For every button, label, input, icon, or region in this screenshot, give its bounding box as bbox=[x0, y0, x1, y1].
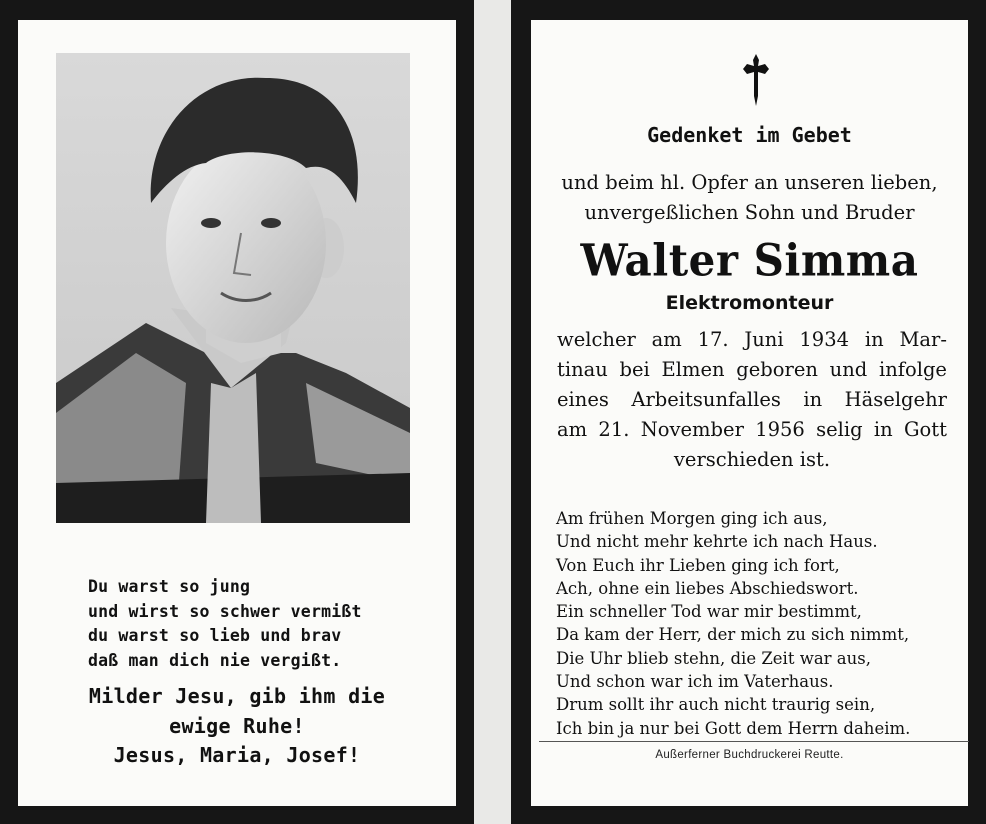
bio-word: bei bbox=[619, 358, 650, 381]
bio-word: am bbox=[651, 328, 682, 351]
prayer-line: Jesus, Maria, Josef! bbox=[113, 743, 361, 767]
verse-line: Und nicht mehr kehrte ich nach Haus. bbox=[556, 532, 878, 552]
bio-line bbox=[557, 445, 947, 475]
card-paper bbox=[18, 20, 456, 806]
bio-word: verschieden ist. bbox=[673, 448, 831, 471]
biography bbox=[557, 325, 947, 475]
bio-word: in bbox=[873, 418, 893, 441]
bio-word: Arbeitsunfalles bbox=[631, 388, 781, 411]
bio-line bbox=[557, 355, 947, 385]
cross-icon bbox=[741, 52, 771, 112]
poem-line: und wirst so schwer vermißt bbox=[88, 601, 362, 621]
bio-line bbox=[557, 415, 947, 445]
bio-word: Häselgehr bbox=[844, 388, 947, 411]
printer-imprint: Außerferner Buchdruckerei Reutte. bbox=[655, 749, 844, 761]
verse-line: Drum sollt ihr auch nicht traurig sein, bbox=[556, 695, 876, 715]
card-paper bbox=[531, 20, 968, 806]
verse-line: Da kam der Herr, der mich zu sich nimmt, bbox=[556, 625, 910, 645]
intro-line: und beim hl. Opfer an unseren lieben, bbox=[561, 171, 938, 194]
poem-line: daß man dich nie vergißt. bbox=[88, 650, 342, 670]
memorial-card-right bbox=[511, 0, 986, 824]
bio-word: 17. bbox=[697, 328, 729, 351]
memorial-card-left bbox=[0, 0, 474, 824]
prayer-line: ewige Ruhe! bbox=[169, 713, 305, 738]
prayer-text bbox=[18, 682, 456, 771]
bio-word: Elmen bbox=[661, 358, 725, 381]
bio-word: infolge bbox=[878, 358, 947, 381]
bio-word: November bbox=[640, 418, 744, 441]
bio-word: 21. bbox=[598, 418, 630, 441]
bio-word: 1956 bbox=[755, 418, 805, 441]
bio-word: selig bbox=[816, 418, 863, 441]
intro-line: unvergeßlichen Sohn und Bruder bbox=[584, 201, 915, 224]
verse-line: Von Euch ihr Lieben ging ich fort, bbox=[556, 555, 840, 575]
verse-line: Ich bin ja nur bei Gott dem Herrn daheim. bbox=[556, 718, 911, 738]
bio-word: welcher bbox=[557, 328, 636, 351]
bio-word: und bbox=[829, 358, 868, 381]
bio-word: geboren bbox=[736, 358, 818, 381]
bio-word: 1934 bbox=[799, 328, 850, 351]
verse-line: Ach, ohne ein liebes Abschiedswort. bbox=[556, 578, 859, 598]
bio-word: am bbox=[557, 418, 588, 441]
bio-line bbox=[557, 325, 947, 355]
bio-line bbox=[557, 385, 947, 415]
bio-word: Gott bbox=[903, 418, 947, 441]
verse-line: Und schon war ich im Vaterhaus. bbox=[556, 672, 834, 692]
bio-word: eines bbox=[557, 388, 609, 411]
verse-line: Ein schneller Tod war mir bestimmt, bbox=[556, 602, 862, 622]
verse-line: Am frühen Morgen ging ich aus, bbox=[556, 509, 828, 528]
heading: Gedenket im Gebet bbox=[647, 123, 852, 147]
divider bbox=[539, 741, 969, 742]
bio-word: tinau bbox=[557, 358, 608, 381]
bio-word: in bbox=[803, 388, 823, 411]
bio-word: Mar- bbox=[899, 328, 947, 351]
deceased-name: Walter Simma bbox=[580, 234, 919, 287]
occupation: Elektromonteur bbox=[665, 292, 834, 314]
memorial-verse bbox=[556, 507, 956, 740]
bio-word: Juni bbox=[744, 328, 784, 351]
bio-word: in bbox=[864, 328, 884, 351]
poem-line: du warst so lieb und brav bbox=[88, 626, 342, 645]
portrait-photo bbox=[56, 53, 410, 523]
poem-line: Du warst so jung bbox=[88, 577, 251, 596]
intro-text bbox=[531, 168, 968, 228]
prayer-line: Milder Jesu, gib ihm die bbox=[88, 684, 386, 708]
verse-line: Die Uhr blieb stehn, die Zeit war aus, bbox=[556, 648, 871, 668]
memorial-poem bbox=[88, 575, 408, 673]
